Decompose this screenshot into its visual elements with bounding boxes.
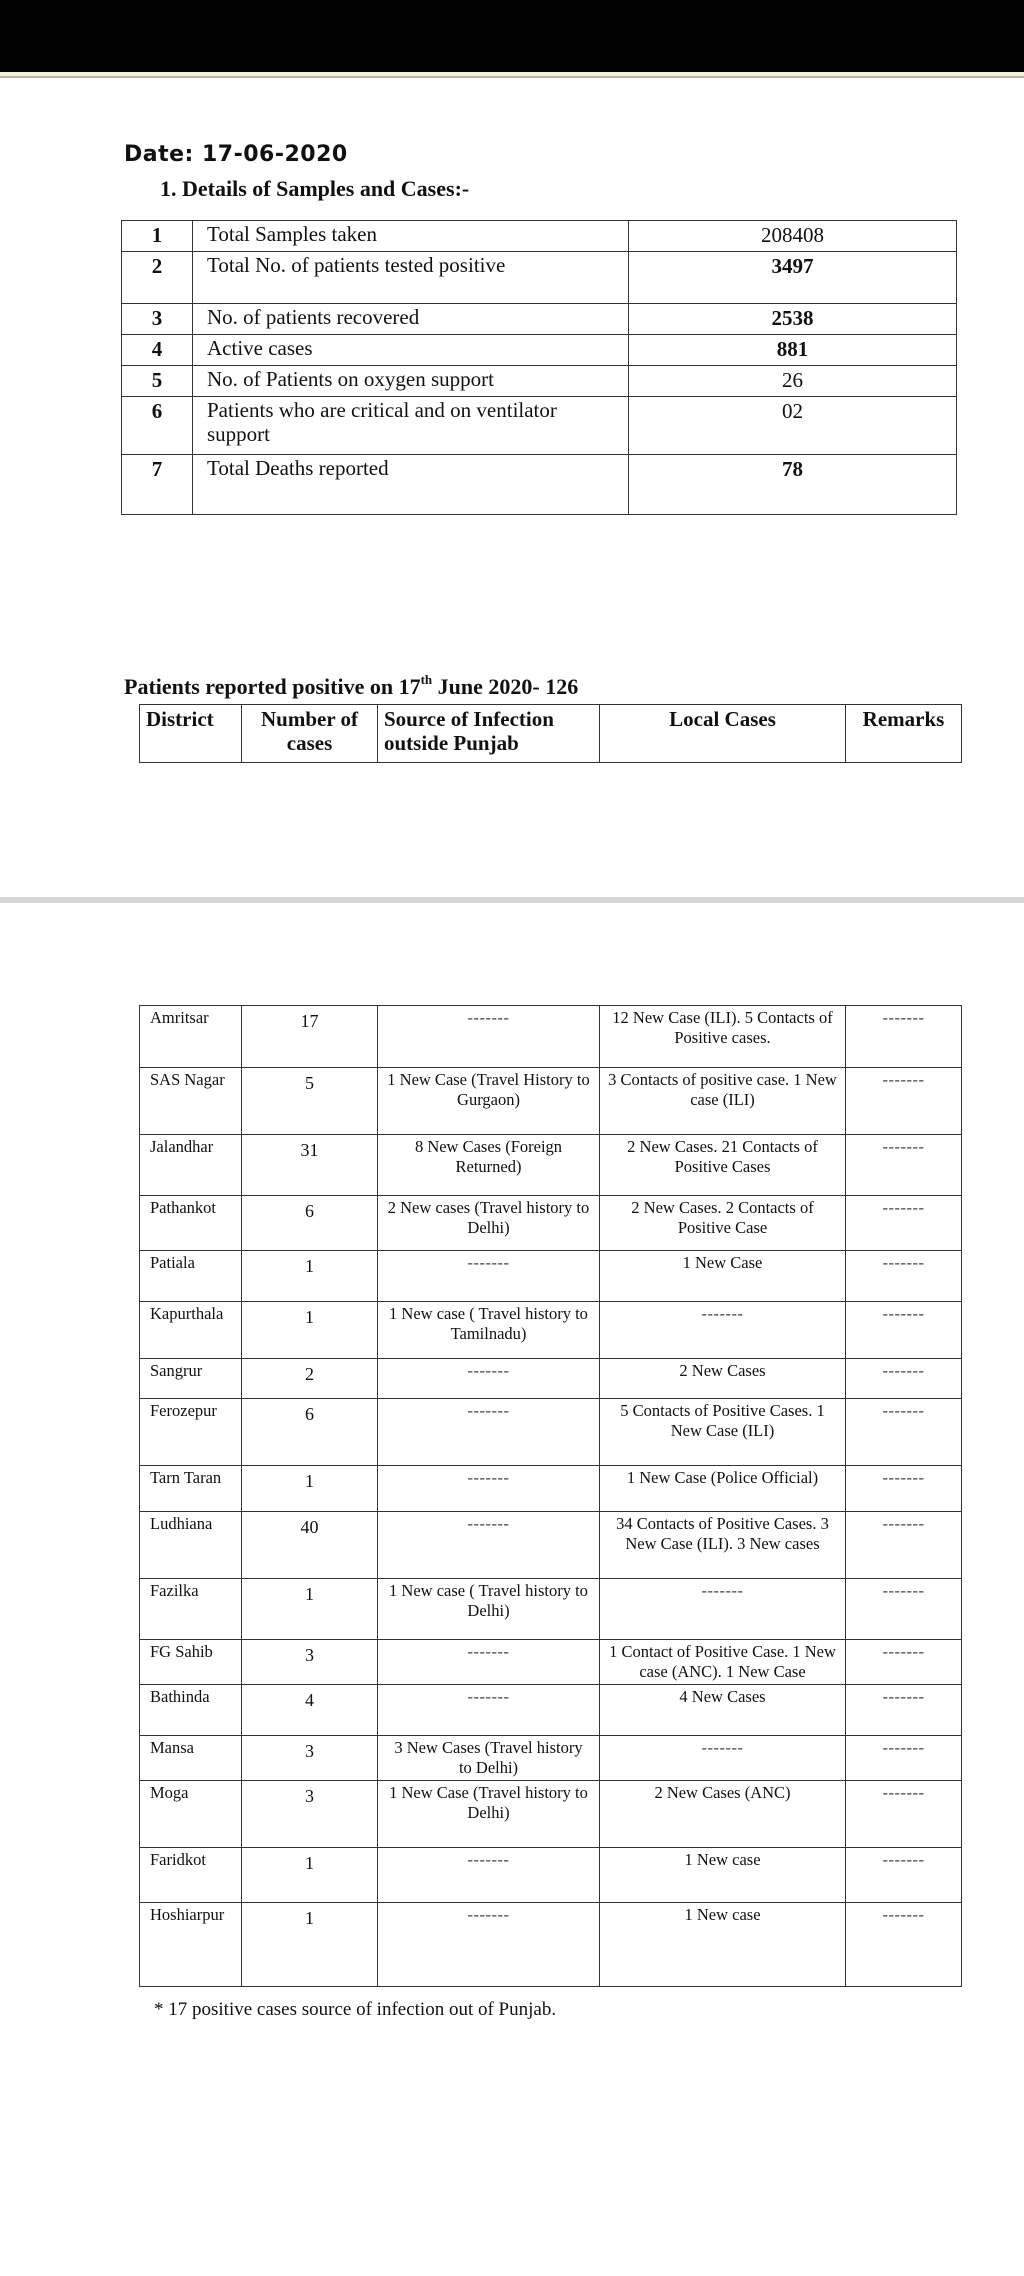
cases-cell: 1 — [242, 1848, 378, 1903]
summary-sn: 1 — [122, 221, 193, 252]
source-cell: 3 New Cases (Travel history to Delhi) — [378, 1736, 600, 1781]
local-cell: 4 New Cases — [600, 1685, 846, 1736]
summary-label: No. of patients recovered — [193, 304, 629, 335]
table-row — [140, 1903, 962, 1987]
cases-cell: 17 — [242, 1006, 378, 1068]
local-cell: 1 New case — [600, 1848, 846, 1903]
source-cell: ------- — [378, 1685, 600, 1736]
district-cell: Bathinda — [140, 1685, 242, 1736]
summary-value: 26 — [629, 366, 957, 397]
summary-row — [122, 252, 957, 304]
source-cell: ------- — [378, 1848, 600, 1903]
remarks-cell: ------- — [846, 1006, 962, 1068]
table-row — [140, 1302, 962, 1359]
table-row — [140, 1006, 962, 1068]
cases-cell: 2 — [242, 1359, 378, 1399]
summary-sn: 7 — [122, 455, 193, 515]
table-row — [140, 1848, 962, 1903]
remarks-cell: ------- — [846, 1903, 962, 1987]
remarks-cell: ------- — [846, 1196, 962, 1251]
local-cell: 2 New Cases — [600, 1359, 846, 1399]
source-cell: ------- — [378, 1251, 600, 1302]
table-row — [140, 1640, 962, 1685]
header-source: Source of Infection outside Punjab — [378, 705, 600, 763]
summary-sn: 5 — [122, 366, 193, 397]
remarks-cell: ------- — [846, 1685, 962, 1736]
summary-value: 881 — [629, 335, 957, 366]
summary-row — [122, 397, 957, 455]
source-cell: ------- — [378, 1903, 600, 1987]
report-date: Date: 17-06-2020 — [124, 142, 348, 167]
summary-label: Total No. of patients tested positive — [193, 252, 629, 304]
local-cell: 1 New case — [600, 1903, 846, 1987]
local-cell: 1 Contact of Positive Case. 1 New case (ANC). 1 New Case — [600, 1640, 846, 1685]
remarks-cell: ------- — [846, 1466, 962, 1512]
table-row — [140, 1781, 962, 1848]
remarks-cell: ------- — [846, 1848, 962, 1903]
positive-title-sup: th — [420, 672, 433, 687]
district-cell: Patiala — [140, 1251, 242, 1302]
summary-sn: 4 — [122, 335, 193, 366]
local-cell: ------- — [600, 1736, 846, 1781]
local-cell: 2 New Cases. 21 Contacts of Positive Cases — [600, 1135, 846, 1196]
district-cell: Tarn Taran — [140, 1466, 242, 1512]
source-cell: ------- — [378, 1399, 600, 1466]
local-cell: 12 New Case (ILI). 5 Contacts of Positive cases. — [600, 1006, 846, 1068]
local-cell: 1 New Case (Police Official) — [600, 1466, 846, 1512]
source-cell: 1 New case ( Travel history to Tamilnadu) — [378, 1302, 600, 1359]
district-cell: FG Sahib — [140, 1640, 242, 1685]
summary-value: 02 — [629, 397, 957, 455]
local-cell: 5 Contacts of Positive Cases. 1 New Case (ILI) — [600, 1399, 846, 1466]
source-cell: 2 New cases (Travel history to Delhi) — [378, 1196, 600, 1251]
footnote: * 17 positive cases source of infection out of Punjab. — [154, 1999, 557, 2020]
district-cell: Sangrur — [140, 1359, 242, 1399]
cases-cell: 1 — [242, 1903, 378, 1987]
cases-cell: 1 — [242, 1251, 378, 1302]
district-header-table — [139, 704, 962, 763]
summary-label: Patients who are critical and on ventilator support — [193, 397, 629, 455]
local-cell: 1 New Case — [600, 1251, 846, 1302]
positive-title-suffix: June 2020- 126 — [432, 674, 579, 699]
summary-sn: 3 — [122, 304, 193, 335]
positive-cases-title — [124, 674, 578, 700]
table-row — [140, 1135, 962, 1196]
source-cell: 1 New case ( Travel history to Delhi) — [378, 1579, 600, 1640]
district-cell: SAS Nagar — [140, 1068, 242, 1135]
table-row — [140, 1685, 962, 1736]
summary-row — [122, 335, 957, 366]
summary-sn: 2 — [122, 252, 193, 304]
remarks-cell: ------- — [846, 1579, 962, 1640]
source-cell: ------- — [378, 1006, 600, 1068]
header-local: Local Cases — [600, 705, 846, 763]
table-row — [140, 1512, 962, 1579]
table-row — [140, 1399, 962, 1466]
remarks-cell: ------- — [846, 1359, 962, 1399]
cases-cell: 4 — [242, 1685, 378, 1736]
cases-cell: 3 — [242, 1781, 378, 1848]
district-cell: Kapurthala — [140, 1302, 242, 1359]
table-row — [140, 1359, 962, 1399]
table-row — [140, 1579, 962, 1640]
district-cell: Ferozepur — [140, 1399, 242, 1466]
cases-cell: 3 — [242, 1640, 378, 1685]
remarks-cell: ------- — [846, 1781, 962, 1848]
remarks-cell: ------- — [846, 1251, 962, 1302]
summary-label: Total Deaths reported — [193, 455, 629, 515]
district-cell: Faridkot — [140, 1848, 242, 1903]
top-black-bar — [0, 0, 1024, 72]
cases-cell: 31 — [242, 1135, 378, 1196]
page-break-divider — [0, 897, 1024, 903]
section-title: 1. Details of Samples and Cases:- — [160, 176, 470, 201]
summary-value: 208408 — [629, 221, 957, 252]
cases-cell: 6 — [242, 1399, 378, 1466]
source-cell: ------- — [378, 1466, 600, 1512]
source-cell: 1 New Case (Travel History to Gurgaon) — [378, 1068, 600, 1135]
positive-title-text: Patients reported positive on 17 — [124, 674, 421, 699]
summary-value: 2538 — [629, 304, 957, 335]
cases-cell: 40 — [242, 1512, 378, 1579]
district-cell: Fazilka — [140, 1579, 242, 1640]
top-divider — [0, 72, 1024, 78]
summary-value: 3497 — [629, 252, 957, 304]
summary-label: Total Samples taken — [193, 221, 629, 252]
remarks-cell: ------- — [846, 1399, 962, 1466]
district-cell: Hoshiarpur — [140, 1903, 242, 1987]
remarks-cell: ------- — [846, 1068, 962, 1135]
source-cell: ------- — [378, 1640, 600, 1685]
source-cell: ------- — [378, 1512, 600, 1579]
cases-cell: 1 — [242, 1302, 378, 1359]
summary-value: 78 — [629, 455, 957, 515]
summary-row — [122, 455, 957, 515]
district-cell: Mansa — [140, 1736, 242, 1781]
header-district: District — [140, 705, 242, 763]
header-remarks: Remarks — [846, 705, 962, 763]
local-cell: 34 Contacts of Positive Cases. 3 New Case (ILI). 3 New cases — [600, 1512, 846, 1579]
district-cell: Jalandhar — [140, 1135, 242, 1196]
local-cell: ------- — [600, 1302, 846, 1359]
table-row — [140, 1196, 962, 1251]
summary-row — [122, 221, 957, 252]
summary-sn: 6 — [122, 397, 193, 455]
summary-row — [122, 304, 957, 335]
table-row — [140, 1068, 962, 1135]
remarks-cell: ------- — [846, 1640, 962, 1685]
cases-cell: 1 — [242, 1466, 378, 1512]
source-cell: 1 New Case (Travel history to Delhi) — [378, 1781, 600, 1848]
header-row — [140, 705, 962, 763]
table-row — [140, 1251, 962, 1302]
remarks-cell: ------- — [846, 1512, 962, 1579]
local-cell: 3 Contacts of positive case. 1 New case (ILI) — [600, 1068, 846, 1135]
cases-cell: 5 — [242, 1068, 378, 1135]
local-cell: 2 New Cases (ANC) — [600, 1781, 846, 1848]
remarks-cell: ------- — [846, 1135, 962, 1196]
source-cell: 8 New Cases (Foreign Returned) — [378, 1135, 600, 1196]
remarks-cell: ------- — [846, 1736, 962, 1781]
district-cases-table — [139, 1005, 962, 1987]
summary-label: No. of Patients on oxygen support — [193, 366, 629, 397]
district-cell: Moga — [140, 1781, 242, 1848]
summary-table — [121, 220, 957, 515]
cases-cell: 6 — [242, 1196, 378, 1251]
header-cases: Number of cases — [242, 705, 378, 763]
district-cell: Ludhiana — [140, 1512, 242, 1579]
district-cell: Amritsar — [140, 1006, 242, 1068]
cases-cell: 3 — [242, 1736, 378, 1781]
remarks-cell: ------- — [846, 1302, 962, 1359]
summary-label: Active cases — [193, 335, 629, 366]
district-cell: Pathankot — [140, 1196, 242, 1251]
table-row — [140, 1466, 962, 1512]
cases-cell: 1 — [242, 1579, 378, 1640]
summary-row — [122, 366, 957, 397]
source-cell: ------- — [378, 1359, 600, 1399]
local-cell: ------- — [600, 1579, 846, 1640]
table-row — [140, 1736, 962, 1781]
local-cell: 2 New Cases. 2 Contacts of Positive Case — [600, 1196, 846, 1251]
